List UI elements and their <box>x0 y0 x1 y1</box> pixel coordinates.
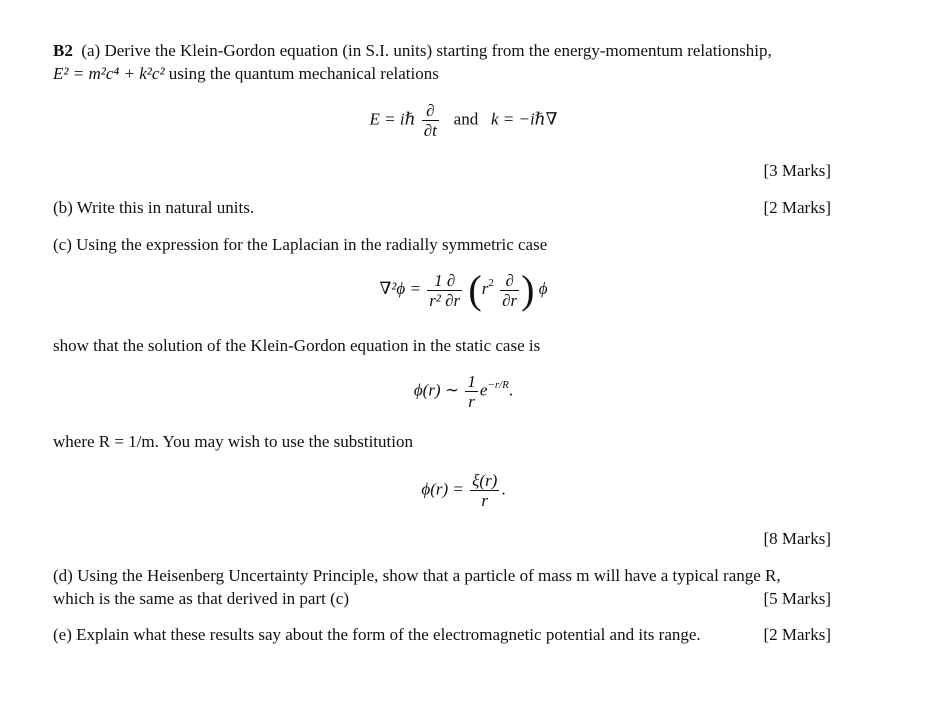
laplacian-outer-fraction <box>427 271 462 310</box>
part-d-paragraph <box>53 564 831 610</box>
laplacian-equation <box>0 267 927 312</box>
energy-momentum-relation: E² = m²c⁴ + k²c² <box>53 64 165 83</box>
exp-base: e <box>479 380 488 400</box>
and-word: and <box>453 109 479 129</box>
part-a-label: (a) <box>81 41 101 60</box>
energy-operator-lhs: E = iℏ <box>369 109 416 129</box>
substitution-fraction <box>470 471 499 510</box>
part-e-paragraph <box>53 623 831 646</box>
laplacian-inner-den: ∂r <box>502 290 518 310</box>
operator-equation <box>0 101 927 140</box>
part-a-marks: [3 Marks] <box>763 161 831 180</box>
part-c-intro: (c) Using the expression for the Laplacian in the radially symmetric case <box>53 235 548 254</box>
substitution-num: ξ(r) <box>472 471 498 490</box>
laplacian-inner-num: ∂ <box>500 271 519 291</box>
question-id: B2 <box>53 41 73 60</box>
part-b-marks: [2 Marks] <box>763 198 831 217</box>
time-derivative-fraction <box>422 101 439 140</box>
part-d-line1: (d) Using the Heisenberg Uncertainty Principle, show that a particle of mass m will have a typical range R, <box>53 566 781 585</box>
substitution-lhs: ϕ(r) = <box>421 479 464 499</box>
solution-equation: ϕ(r) ∼ $\frac{1}{r}$ $e^{-r/R}$. <box>413 372 514 411</box>
partial-symbol: ∂ <box>422 101 439 121</box>
part-c-where-text: where R = 1/m. You may wish to use the substitution <box>53 432 413 451</box>
substitution-den: r <box>481 491 489 510</box>
exp-power: −r/R <box>487 378 509 391</box>
part-e-text: (e) Explain what these results say about the form of the electromagnetic potential and its range. <box>53 625 701 644</box>
left-paren: ( <box>468 267 482 312</box>
r-squared: $r^2$ <box>481 277 494 298</box>
momentum-operator: k = −iℏ∇ <box>490 109 558 129</box>
part-c-marks: [8 Marks] <box>763 529 831 548</box>
part-d-line2: which is the same as that derived in part (c) <box>53 589 349 608</box>
laplacian-lhs: ∇²ϕ = <box>379 278 421 298</box>
part-b-text: (b) Write this in natural units. <box>53 198 255 217</box>
dt-symbol: ∂t <box>423 121 437 140</box>
solution-den: r <box>468 392 475 411</box>
part-b-paragraph <box>53 196 831 219</box>
solution-num: 1 <box>467 372 476 391</box>
laplacian-outer-num: 1 ∂ <box>427 271 462 291</box>
solution-lhs: ϕ(r) ∼ <box>413 380 460 400</box>
laplacian-inner-fraction <box>500 271 519 310</box>
right-paren: ) <box>521 267 535 312</box>
laplacian-phi: ϕ <box>538 278 548 298</box>
substitution-equation: ϕ(r) = $\frac{\xi(r)}{r}$ . <box>421 471 506 510</box>
solution-fraction <box>465 372 478 411</box>
part-d-marks: [5 Marks] <box>763 589 831 608</box>
part-a-paragraph <box>53 39 831 85</box>
laplacian-outer-den: r² ∂r <box>429 290 461 310</box>
part-a-line2: using the quantum mechanical relations <box>168 64 439 83</box>
part-a-line1: Derive the Klein-Gordon equation (in S.I. units) starting from the energy-momentum relationship, <box>104 41 772 60</box>
part-c-show-text: show that the solution of the Klein-Gordon equation in the static case is <box>53 336 541 355</box>
part-e-marks: [2 Marks] <box>763 625 831 644</box>
